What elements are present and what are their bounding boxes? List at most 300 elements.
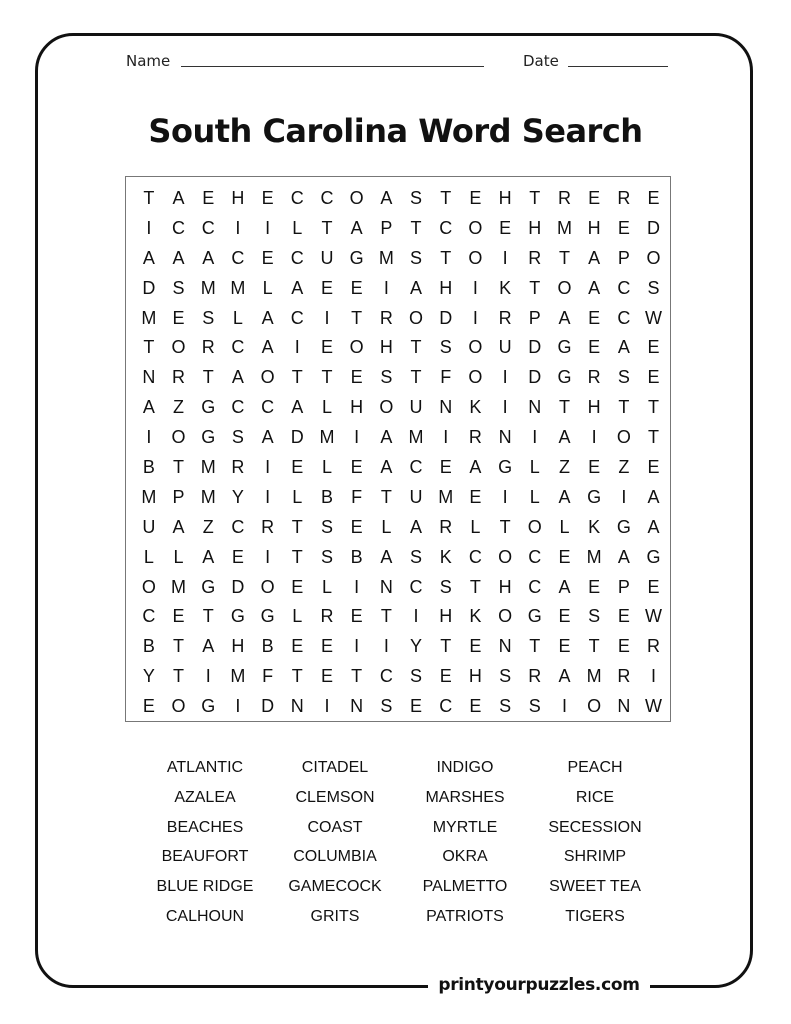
grid-letter[interactable]: O	[171, 696, 186, 717]
grid-letter[interactable]: O	[527, 516, 542, 537]
grid-letter[interactable]: E	[469, 486, 482, 507]
grid-letter[interactable]: O	[468, 247, 483, 268]
grid-letter[interactable]: P	[617, 247, 630, 268]
grid-letter[interactable]: E	[350, 277, 363, 298]
grid-letter[interactable]: E	[261, 188, 274, 208]
grid-letter[interactable]: A	[202, 247, 215, 268]
grid-letter[interactable]: E	[320, 636, 333, 657]
grid-letter[interactable]: R	[439, 516, 453, 537]
grid-letter[interactable]: S	[528, 696, 541, 717]
grid-letter[interactable]: I	[591, 427, 597, 448]
grid-letter[interactable]: A	[469, 457, 482, 478]
grid-letter[interactable]: T	[291, 546, 303, 567]
grid-letter[interactable]: G	[646, 546, 661, 567]
grid-letter[interactable]: U	[498, 337, 512, 358]
grid-letter[interactable]: I	[205, 666, 211, 687]
grid-letter[interactable]: C	[617, 277, 631, 298]
grid-letter[interactable]: I	[324, 696, 330, 717]
grid-letter[interactable]: T	[588, 636, 600, 657]
grid-letter[interactable]: H	[498, 188, 512, 208]
grid-letter[interactable]: R	[261, 516, 275, 537]
grid-letter[interactable]: M	[438, 486, 454, 507]
grid-letter[interactable]: A	[588, 247, 601, 268]
grid-letter[interactable]: O	[468, 217, 483, 238]
grid-letter[interactable]: G	[557, 337, 572, 358]
grid-letter[interactable]: Z	[558, 457, 570, 478]
grid-letter[interactable]: A	[231, 367, 244, 388]
grid-letter[interactable]: Y	[142, 666, 155, 687]
grid-letter[interactable]: C	[290, 188, 304, 208]
grid-letter[interactable]: M	[171, 576, 187, 597]
grid-letter[interactable]: C	[528, 546, 542, 567]
grid-letter[interactable]: B	[350, 546, 363, 567]
grid-letter[interactable]: E	[647, 457, 660, 478]
grid-letter[interactable]: E	[350, 367, 363, 388]
grid-letter[interactable]: O	[498, 606, 513, 627]
grid-letter[interactable]: E	[647, 337, 660, 358]
grid-letter[interactable]: G	[616, 516, 631, 537]
grid-letter[interactable]: I	[294, 337, 300, 358]
grid-letter[interactable]: A	[647, 486, 660, 507]
grid-letter[interactable]: A	[558, 307, 571, 328]
grid-letter[interactable]: A	[617, 337, 630, 358]
grid-letter[interactable]: B	[261, 636, 274, 657]
grid-letter[interactable]: A	[172, 247, 185, 268]
grid-letter[interactable]: C	[201, 217, 215, 238]
grid-letter[interactable]: E	[410, 696, 423, 717]
grid-letter[interactable]: H	[587, 217, 601, 238]
grid-letter[interactable]: N	[528, 397, 542, 418]
grid-letter[interactable]: C	[231, 247, 245, 268]
grid-letter[interactable]: F	[262, 666, 274, 687]
grid-letter[interactable]: O	[587, 696, 602, 717]
grid-letter[interactable]: E	[439, 666, 452, 687]
grid-letter[interactable]: O	[557, 277, 572, 298]
grid-letter[interactable]: S	[231, 427, 244, 448]
grid-letter[interactable]: E	[291, 576, 304, 597]
grid-letter[interactable]: C	[231, 397, 245, 418]
name-field-line[interactable]	[181, 66, 484, 67]
grid-letter[interactable]: S	[617, 367, 630, 388]
grid-letter[interactable]: E	[588, 307, 601, 328]
grid-letter[interactable]: M	[408, 427, 424, 448]
grid-letter[interactable]: E	[261, 247, 274, 268]
grid-letter[interactable]: O	[646, 247, 661, 268]
grid-letter[interactable]: C	[409, 457, 423, 478]
grid-letter[interactable]: A	[202, 546, 215, 567]
grid-letter[interactable]: E	[617, 606, 630, 627]
grid-letter[interactable]: L	[321, 576, 332, 597]
grid-letter[interactable]: R	[647, 636, 661, 657]
grid-letter[interactable]: T	[499, 516, 511, 537]
grid-letter[interactable]: T	[380, 486, 392, 507]
grid-letter[interactable]: H	[528, 217, 542, 238]
grid-letter[interactable]: A	[410, 516, 423, 537]
grid-letter[interactable]: R	[617, 188, 631, 208]
grid-letter[interactable]: A	[558, 576, 571, 597]
grid-letter[interactable]: I	[265, 457, 271, 478]
grid-letter[interactable]: S	[320, 546, 333, 567]
grid-letter[interactable]: I	[146, 427, 152, 448]
grid-letter[interactable]: I	[235, 217, 241, 238]
grid-letter[interactable]: R	[379, 307, 393, 328]
grid-letter[interactable]: I	[502, 397, 508, 418]
grid-letter[interactable]: T	[410, 367, 422, 388]
grid-letter[interactable]: A	[142, 397, 155, 418]
grid-letter[interactable]: L	[529, 457, 540, 478]
grid-letter[interactable]: O	[349, 337, 364, 358]
grid-letter[interactable]: G	[587, 486, 602, 507]
grid-letter[interactable]: I	[621, 486, 627, 507]
grid-letter[interactable]: S	[380, 367, 393, 388]
grid-letter[interactable]: I	[265, 217, 271, 238]
grid-letter[interactable]: D	[528, 337, 542, 358]
grid-letter[interactable]: C	[439, 696, 453, 717]
grid-letter[interactable]: E	[647, 576, 660, 597]
grid-letter[interactable]: S	[499, 696, 512, 717]
grid-letter[interactable]: C	[439, 217, 453, 238]
grid-letter[interactable]: I	[324, 307, 330, 328]
grid-letter[interactable]: E	[558, 606, 571, 627]
grid-letter[interactable]: M	[200, 457, 216, 478]
grid-letter[interactable]: I	[532, 427, 538, 448]
grid-letter[interactable]: A	[380, 188, 393, 208]
grid-letter[interactable]: G	[201, 576, 216, 597]
grid-letter[interactable]: E	[172, 606, 185, 627]
grid-letter[interactable]: O	[379, 397, 394, 418]
grid-letter[interactable]: H	[231, 636, 245, 657]
grid-letter[interactable]: G	[201, 427, 216, 448]
grid-letter[interactable]: K	[469, 606, 482, 627]
grid-letter[interactable]: H	[350, 397, 364, 418]
grid-letter[interactable]: R	[201, 337, 215, 358]
grid-letter[interactable]: T	[321, 367, 333, 388]
grid-letter[interactable]: A	[291, 397, 304, 418]
grid-letter[interactable]: Z	[202, 516, 214, 537]
grid-letter[interactable]: O	[171, 427, 186, 448]
grid-letter[interactable]: T	[291, 666, 303, 687]
grid-letter[interactable]: L	[470, 516, 481, 537]
grid-letter[interactable]: S	[202, 307, 215, 328]
grid-letter[interactable]: H	[587, 397, 601, 418]
grid-letter[interactable]: G	[557, 367, 572, 388]
grid-letter[interactable]: C	[172, 217, 186, 238]
grid-letter[interactable]: G	[230, 606, 245, 627]
grid-letter[interactable]: G	[260, 606, 275, 627]
grid-letter[interactable]: U	[142, 516, 156, 537]
grid-letter[interactable]: I	[235, 696, 241, 717]
grid-letter[interactable]: N	[350, 696, 364, 717]
grid-letter[interactable]: H	[439, 606, 453, 627]
grid-letter[interactable]: T	[529, 636, 541, 657]
grid-letter[interactable]: S	[380, 696, 393, 717]
grid-letter[interactable]: H	[439, 277, 453, 298]
grid-letter[interactable]: E	[172, 307, 185, 328]
grid-letter[interactable]: E	[202, 188, 215, 208]
grid-letter[interactable]: T	[648, 397, 660, 418]
grid-letter[interactable]: I	[443, 427, 449, 448]
grid-letter[interactable]: M	[378, 247, 394, 268]
grid-letter[interactable]: S	[647, 277, 660, 298]
grid-letter[interactable]: C	[231, 516, 245, 537]
grid-letter[interactable]: O	[498, 546, 513, 567]
grid-letter[interactable]: T	[440, 636, 452, 657]
grid-letter[interactable]: S	[410, 666, 423, 687]
grid-letter[interactable]: W	[645, 307, 663, 328]
grid-letter[interactable]: M	[586, 666, 602, 687]
grid-letter[interactable]: A	[588, 277, 601, 298]
grid-letter[interactable]: N	[142, 367, 156, 388]
grid-letter[interactable]: G	[201, 696, 216, 717]
grid-letter[interactable]: Y	[231, 486, 244, 507]
grid-letter[interactable]: L	[232, 307, 243, 328]
grid-letter[interactable]: C	[468, 546, 482, 567]
grid-letter[interactable]: I	[354, 427, 360, 448]
grid-letter[interactable]: T	[529, 277, 541, 298]
grid-letter[interactable]: E	[350, 457, 363, 478]
grid-letter[interactable]: M	[319, 427, 335, 448]
grid-letter[interactable]: O	[260, 576, 275, 597]
grid-letter[interactable]: A	[350, 217, 363, 238]
grid-letter[interactable]: N	[498, 427, 512, 448]
grid-letter[interactable]: E	[647, 367, 660, 388]
grid-letter[interactable]: A	[558, 427, 571, 448]
grid-letter[interactable]: N	[290, 696, 304, 717]
grid-letter[interactable]: M	[200, 486, 216, 507]
grid-letter[interactable]: B	[142, 457, 155, 478]
grid-letter[interactable]: C	[231, 337, 245, 358]
grid-letter[interactable]: T	[291, 516, 303, 537]
grid-letter[interactable]: S	[439, 576, 452, 597]
grid-letter[interactable]: E	[617, 636, 630, 657]
grid-letter[interactable]: T	[173, 636, 185, 657]
grid-letter[interactable]: W	[645, 696, 663, 717]
grid-letter[interactable]: T	[143, 337, 155, 358]
grid-letter[interactable]: E	[588, 457, 601, 478]
grid-letter[interactable]: P	[380, 217, 393, 238]
grid-letter[interactable]: I	[472, 277, 478, 298]
grid-letter[interactable]: D	[528, 367, 542, 388]
date-field-line[interactable]	[568, 66, 668, 67]
grid-letter[interactable]: M	[141, 307, 157, 328]
grid-letter[interactable]: K	[439, 546, 452, 567]
grid-letter[interactable]: R	[231, 457, 245, 478]
grid-letter[interactable]: T	[558, 247, 570, 268]
grid-letter[interactable]: H	[498, 576, 512, 597]
grid-letter[interactable]: H	[379, 337, 393, 358]
grid-letter[interactable]: E	[499, 217, 512, 238]
grid-letter[interactable]: U	[320, 247, 334, 268]
grid-letter[interactable]: M	[556, 217, 572, 238]
grid-letter[interactable]: E	[320, 277, 333, 298]
grid-letter[interactable]: A	[261, 307, 274, 328]
grid-letter[interactable]: Z	[618, 457, 630, 478]
grid-letter[interactable]: H	[468, 666, 482, 687]
grid-letter[interactable]: C	[290, 247, 304, 268]
grid-letter[interactable]: E	[647, 188, 660, 208]
grid-letter[interactable]: I	[354, 636, 360, 657]
grid-letter[interactable]: A	[380, 427, 393, 448]
grid-letter[interactable]: P	[617, 576, 630, 597]
grid-letter[interactable]: S	[588, 606, 601, 627]
grid-letter[interactable]: E	[558, 636, 571, 657]
grid-letter[interactable]: M	[230, 666, 246, 687]
grid-letter[interactable]: E	[588, 576, 601, 597]
grid-letter[interactable]: L	[321, 457, 332, 478]
grid-letter[interactable]: U	[409, 397, 423, 418]
grid-letter[interactable]: Y	[410, 636, 423, 657]
grid-letter[interactable]: I	[383, 636, 389, 657]
grid-letter[interactable]: T	[410, 337, 422, 358]
grid-letter[interactable]: T	[202, 367, 214, 388]
grid-letter[interactable]: M	[141, 486, 157, 507]
grid-letter[interactable]: L	[173, 546, 184, 567]
grid-letter[interactable]: A	[261, 427, 274, 448]
grid-letter[interactable]: R	[320, 606, 334, 627]
grid-letter[interactable]: A	[558, 486, 571, 507]
grid-letter[interactable]: C	[261, 397, 275, 418]
grid-letter[interactable]: N	[439, 397, 453, 418]
grid-letter[interactable]: H	[231, 188, 245, 208]
grid-letter[interactable]: I	[146, 217, 152, 238]
grid-letter[interactable]: C	[142, 606, 156, 627]
grid-letter[interactable]: G	[349, 247, 364, 268]
grid-letter[interactable]: T	[380, 606, 392, 627]
grid-letter[interactable]: T	[440, 247, 452, 268]
grid-letter[interactable]: S	[410, 546, 423, 567]
grid-letter[interactable]: B	[320, 486, 333, 507]
grid-letter[interactable]: G	[201, 397, 216, 418]
grid-letter[interactable]: C	[290, 307, 304, 328]
grid-letter[interactable]: C	[320, 188, 334, 208]
grid-letter[interactable]: P	[528, 307, 541, 328]
grid-letter[interactable]: A	[172, 188, 185, 208]
grid-letter[interactable]: O	[171, 337, 186, 358]
grid-letter[interactable]: A	[291, 277, 304, 298]
grid-letter[interactable]: U	[409, 486, 423, 507]
grid-letter[interactable]: M	[586, 546, 602, 567]
grid-letter[interactable]: T	[173, 457, 185, 478]
grid-letter[interactable]: A	[647, 516, 660, 537]
grid-letter[interactable]: C	[409, 576, 423, 597]
grid-letter[interactable]: E	[350, 606, 363, 627]
grid-letter[interactable]: A	[380, 457, 393, 478]
grid-letter[interactable]: E	[558, 546, 571, 567]
grid-letter[interactable]: E	[469, 188, 482, 208]
grid-letter[interactable]: G	[527, 606, 542, 627]
grid-letter[interactable]: D	[290, 427, 304, 448]
grid-letter[interactable]: E	[320, 337, 333, 358]
grid-letter[interactable]: Z	[173, 397, 185, 418]
grid-letter[interactable]: A	[410, 277, 423, 298]
grid-letter[interactable]: I	[502, 247, 508, 268]
grid-letter[interactable]: T	[351, 307, 363, 328]
grid-letter[interactable]: A	[617, 546, 630, 567]
grid-letter[interactable]: O	[468, 367, 483, 388]
grid-letter[interactable]: I	[383, 277, 389, 298]
grid-letter[interactable]: F	[440, 367, 452, 388]
grid-letter[interactable]: I	[354, 576, 360, 597]
grid-letter[interactable]: G	[498, 457, 513, 478]
grid-letter[interactable]: M	[230, 277, 246, 298]
grid-letter[interactable]: L	[381, 516, 392, 537]
grid-letter[interactable]: E	[469, 696, 482, 717]
grid-letter[interactable]: T	[410, 217, 422, 238]
grid-letter[interactable]: S	[410, 188, 423, 208]
grid-letter[interactable]: S	[172, 277, 185, 298]
grid-letter[interactable]: C	[528, 576, 542, 597]
grid-letter[interactable]: O	[468, 337, 483, 358]
grid-letter[interactable]: K	[499, 277, 512, 298]
grid-letter[interactable]: I	[651, 666, 657, 687]
grid-letter[interactable]: T	[202, 606, 214, 627]
grid-letter[interactable]: E	[291, 457, 304, 478]
grid-letter[interactable]: C	[379, 666, 393, 687]
grid-letter[interactable]: O	[349, 188, 364, 208]
grid-letter[interactable]: A	[172, 516, 185, 537]
grid-letter[interactable]: R	[498, 307, 512, 328]
grid-letter[interactable]: S	[499, 666, 512, 687]
grid-letter[interactable]: L	[262, 277, 273, 298]
grid-letter[interactable]: O	[409, 307, 424, 328]
grid-letter[interactable]: I	[502, 367, 508, 388]
grid-letter[interactable]: O	[616, 427, 631, 448]
grid-letter[interactable]: T	[440, 188, 452, 208]
grid-letter[interactable]: E	[350, 516, 363, 537]
grid-letter[interactable]: S	[320, 516, 333, 537]
grid-letter[interactable]: E	[588, 188, 601, 208]
grid-letter[interactable]: I	[502, 486, 508, 507]
grid-letter[interactable]: I	[561, 696, 567, 717]
grid-letter[interactable]: F	[351, 486, 363, 507]
grid-letter[interactable]: B	[142, 636, 155, 657]
grid-letter[interactable]: D	[261, 696, 275, 717]
grid-letter[interactable]: T	[173, 666, 185, 687]
grid-letter[interactable]: A	[558, 666, 571, 687]
grid-letter[interactable]: E	[291, 636, 304, 657]
grid-letter[interactable]: I	[265, 546, 271, 567]
grid-letter[interactable]: R	[172, 367, 186, 388]
grid-letter[interactable]: E	[617, 217, 630, 238]
grid-letter[interactable]: A	[202, 636, 215, 657]
grid-letter[interactable]: T	[618, 397, 630, 418]
grid-letter[interactable]: L	[292, 217, 303, 238]
grid-letter[interactable]: T	[529, 188, 541, 208]
grid-letter[interactable]: A	[261, 337, 274, 358]
grid-letter[interactable]: S	[410, 247, 423, 268]
grid-letter[interactable]: E	[231, 546, 244, 567]
grid-letter[interactable]: L	[559, 516, 570, 537]
grid-letter[interactable]: L	[292, 606, 303, 627]
grid-letter[interactable]: R	[528, 247, 542, 268]
grid-letter[interactable]: O	[260, 367, 275, 388]
grid-letter[interactable]: L	[292, 486, 303, 507]
grid-letter[interactable]: D	[647, 217, 661, 238]
grid-letter[interactable]: N	[617, 696, 631, 717]
grid-letter[interactable]: A	[142, 247, 155, 268]
grid-letter[interactable]: D	[231, 576, 245, 597]
grid-letter[interactable]: R	[587, 367, 601, 388]
grid-letter[interactable]: T	[351, 666, 363, 687]
grid-letter[interactable]: L	[143, 546, 154, 567]
grid-letter[interactable]: T	[321, 217, 333, 238]
grid-letter[interactable]: S	[439, 337, 452, 358]
grid-letter[interactable]: T	[648, 427, 660, 448]
grid-letter[interactable]: E	[320, 666, 333, 687]
grid-letter[interactable]: N	[498, 636, 512, 657]
grid-letter[interactable]: O	[141, 576, 156, 597]
grid-letter[interactable]: I	[413, 606, 419, 627]
